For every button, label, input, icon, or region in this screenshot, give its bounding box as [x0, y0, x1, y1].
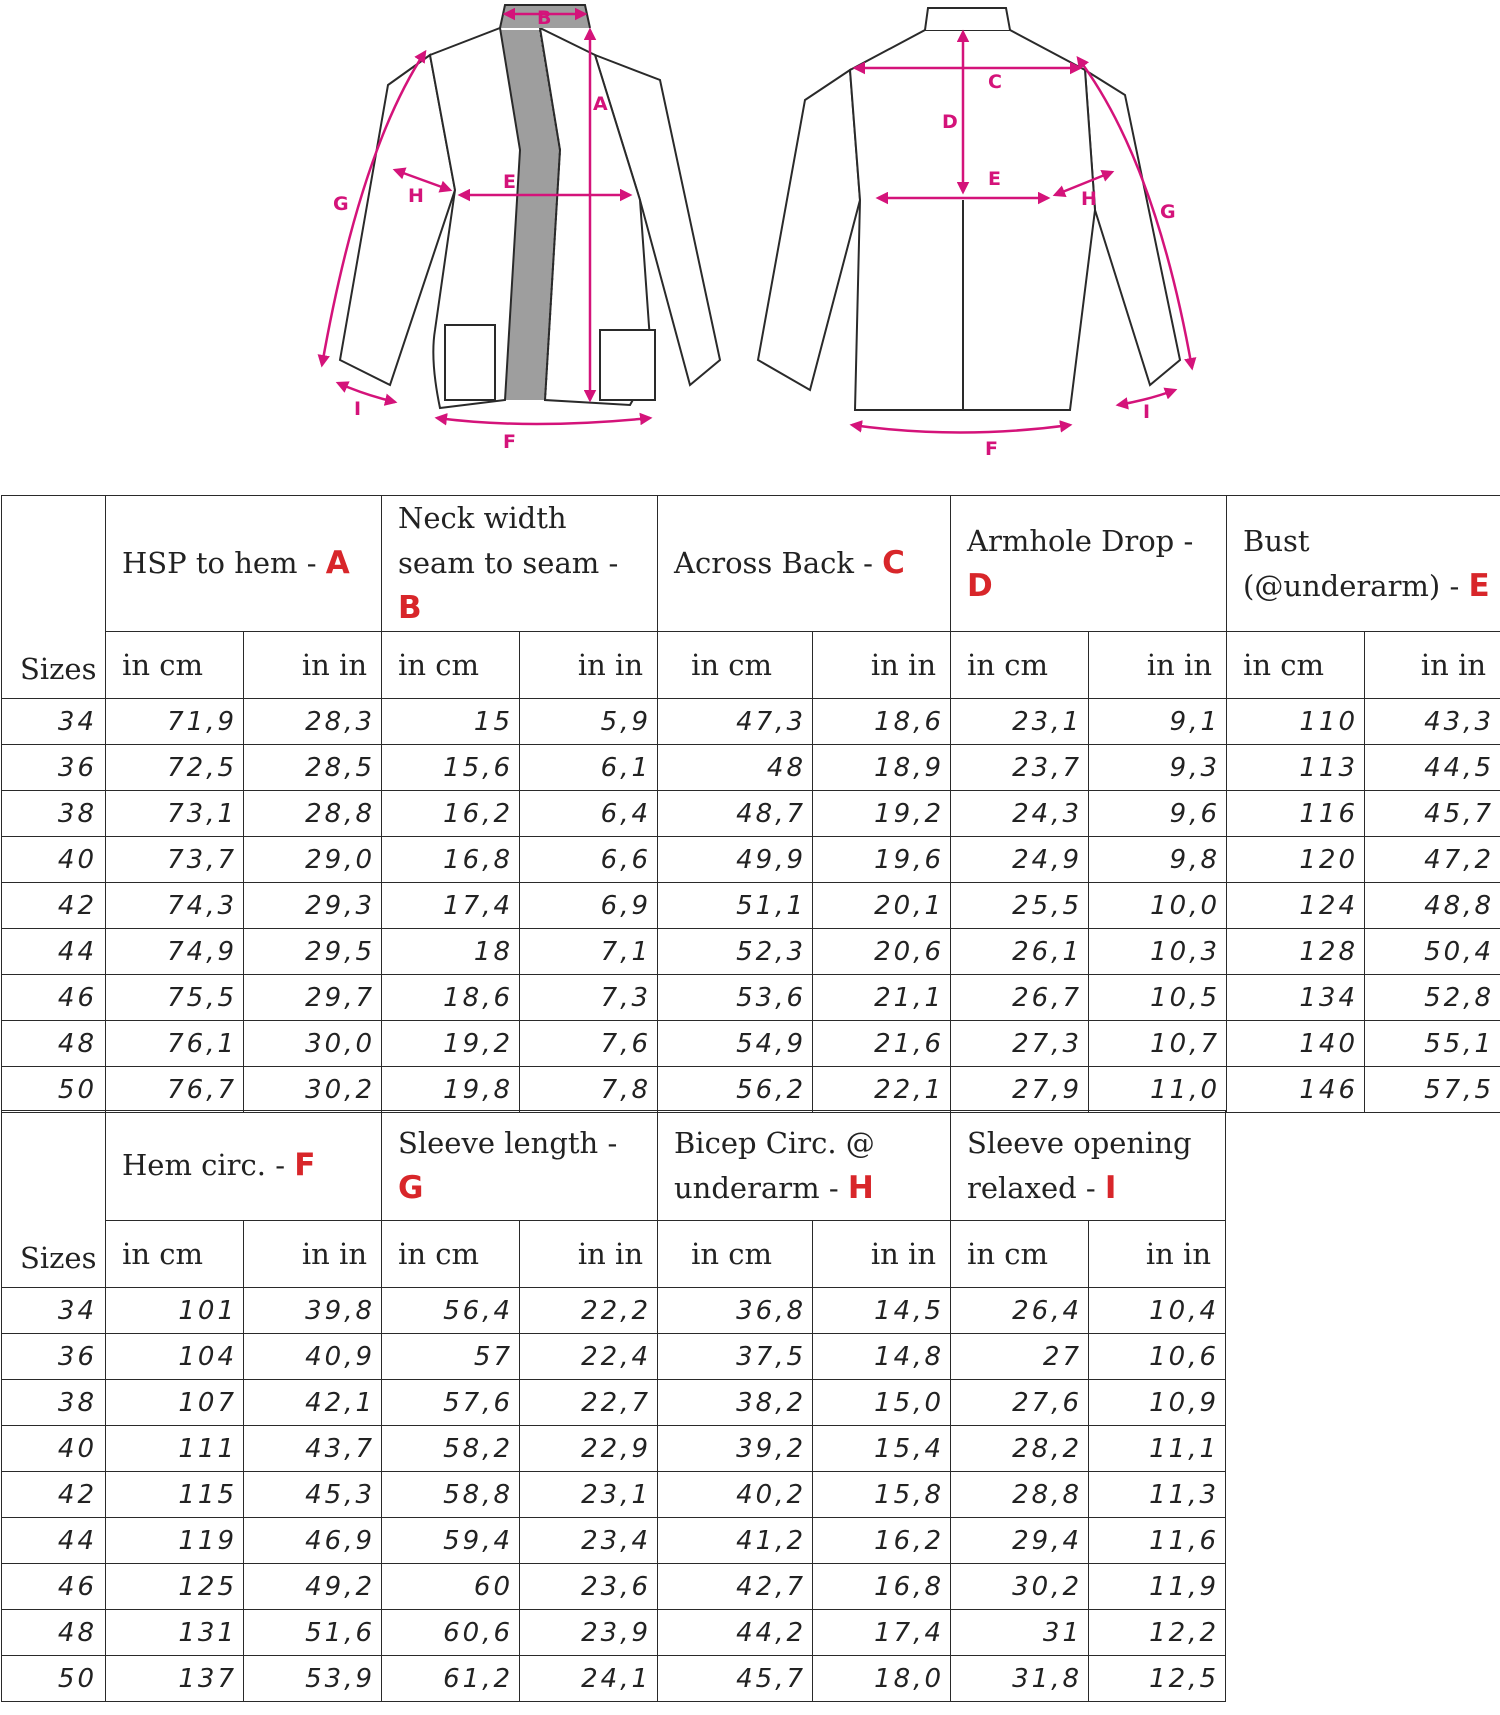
value-cell: 43,3	[1365, 699, 1500, 745]
value-cell: 44,5	[1365, 745, 1500, 791]
value-cell: 16,2	[813, 1518, 951, 1564]
front-jacket	[340, 5, 720, 408]
value-cell: 11,9	[1089, 1564, 1226, 1610]
table-1-body	[2, 699, 1500, 1113]
value-cell: 10,6	[1089, 1334, 1226, 1380]
value-cell: 52,3	[658, 929, 813, 975]
value-cell: 19,8	[382, 1067, 520, 1113]
value-cell: 22,4	[520, 1334, 658, 1380]
value-cell: 48,7	[658, 791, 813, 837]
value-cell: 48	[658, 745, 813, 791]
unit-in: in in	[1365, 632, 1500, 699]
front-label-H: H	[408, 185, 424, 207]
value-cell: 113	[1227, 745, 1365, 791]
value-cell: 28,2	[951, 1426, 1089, 1472]
value-cell: 26,4	[951, 1288, 1089, 1334]
value-cell: 7,8	[520, 1067, 658, 1113]
front-label-B: B	[537, 7, 552, 29]
value-cell: 131	[106, 1610, 244, 1656]
value-cell: 9,3	[1089, 745, 1227, 791]
value-cell: 48,8	[1365, 883, 1500, 929]
value-cell: 27	[951, 1334, 1089, 1380]
table-row	[2, 699, 1500, 745]
value-cell: 26,7	[951, 975, 1089, 1021]
value-cell: 12,5	[1089, 1656, 1226, 1702]
value-cell: 28,3	[244, 699, 382, 745]
size-cell: 42	[2, 883, 106, 929]
value-cell: 15,8	[813, 1472, 951, 1518]
value-cell: 16,2	[382, 791, 520, 837]
back-label-F: F	[985, 438, 998, 460]
unit-in: in in	[813, 1221, 951, 1288]
back-label-C: C	[988, 71, 1002, 93]
value-cell: 23,1	[520, 1472, 658, 1518]
value-cell: 74,9	[106, 929, 244, 975]
units-row	[2, 1221, 1226, 1288]
group-header-I: Sleeve opening relaxed - I	[951, 1111, 1226, 1221]
value-cell: 21,6	[813, 1021, 951, 1067]
unit-in: in in	[813, 632, 951, 699]
value-cell: 58,8	[382, 1472, 520, 1518]
value-cell: 56,2	[658, 1067, 813, 1113]
value-cell: 6,1	[520, 745, 658, 791]
unit-cm: in cm	[382, 632, 520, 699]
front-label-G: G	[333, 193, 349, 215]
value-cell: 10,5	[1089, 975, 1227, 1021]
value-cell: 19,2	[382, 1021, 520, 1067]
value-cell: 16,8	[382, 837, 520, 883]
value-cell: 58,2	[382, 1426, 520, 1472]
value-cell: 10,9	[1089, 1380, 1226, 1426]
sizes-header: Sizes	[2, 1111, 106, 1288]
value-cell: 115	[106, 1472, 244, 1518]
value-cell: 71,9	[106, 699, 244, 745]
value-cell: 107	[106, 1380, 244, 1426]
value-cell: 49,9	[658, 837, 813, 883]
value-cell: 43,7	[244, 1426, 382, 1472]
size-cell: 50	[2, 1067, 106, 1113]
size-table-1	[1, 495, 1500, 1113]
value-cell: 39,8	[244, 1288, 382, 1334]
value-cell: 56,4	[382, 1288, 520, 1334]
value-cell: 23,7	[951, 745, 1089, 791]
unit-cm: in cm	[106, 1221, 244, 1288]
value-cell: 111	[106, 1426, 244, 1472]
sizes-header: Sizes	[2, 496, 106, 699]
value-cell: 104	[106, 1334, 244, 1380]
value-cell: 134	[1227, 975, 1365, 1021]
value-cell: 30,2	[951, 1564, 1089, 1610]
value-cell: 37,5	[658, 1334, 813, 1380]
value-cell: 9,8	[1089, 837, 1227, 883]
value-cell: 57	[382, 1334, 520, 1380]
value-cell: 76,1	[106, 1021, 244, 1067]
value-cell: 24,3	[951, 791, 1089, 837]
value-cell: 30,2	[244, 1067, 382, 1113]
value-cell: 101	[106, 1288, 244, 1334]
value-cell: 146	[1227, 1067, 1365, 1113]
value-cell: 116	[1227, 791, 1365, 837]
value-cell: 10,7	[1089, 1021, 1227, 1067]
group-header-D: Armhole Drop - D	[951, 496, 1227, 632]
value-cell: 29,3	[244, 883, 382, 929]
value-cell: 14,8	[813, 1334, 951, 1380]
back-label-I: I	[1143, 401, 1151, 423]
unit-cm: in cm	[951, 632, 1089, 699]
value-cell: 57,5	[1365, 1067, 1500, 1113]
unit-in: in in	[1089, 1221, 1226, 1288]
value-cell: 40,2	[658, 1472, 813, 1518]
size-cell: 46	[2, 975, 106, 1021]
value-cell: 39,2	[658, 1426, 813, 1472]
group-header-G: Sleeve length - G	[382, 1111, 658, 1221]
size-cell: 38	[2, 1380, 106, 1426]
value-cell: 20,1	[813, 883, 951, 929]
front-label-F: F	[503, 431, 516, 453]
table-row	[2, 929, 1500, 975]
value-cell: 119	[106, 1518, 244, 1564]
value-cell: 24,9	[951, 837, 1089, 883]
value-cell: 22,2	[520, 1288, 658, 1334]
value-cell: 21,1	[813, 975, 951, 1021]
table-row	[2, 1067, 1500, 1113]
value-cell: 124	[1227, 883, 1365, 929]
value-cell: 18,6	[382, 975, 520, 1021]
unit-in: in in	[244, 1221, 382, 1288]
value-cell: 50,4	[1365, 929, 1500, 975]
value-cell: 22,7	[520, 1380, 658, 1426]
table-row	[2, 1021, 1500, 1067]
value-cell: 52,8	[1365, 975, 1500, 1021]
value-cell: 31,8	[951, 1656, 1089, 1702]
value-cell: 51,1	[658, 883, 813, 929]
front-label-I: I	[354, 398, 362, 420]
value-cell: 45,3	[244, 1472, 382, 1518]
size-cell: 44	[2, 929, 106, 975]
value-cell: 140	[1227, 1021, 1365, 1067]
value-cell: 29,4	[951, 1518, 1089, 1564]
group-header-F: Hem circ. - F	[106, 1111, 382, 1221]
value-cell: 55,1	[1365, 1021, 1500, 1067]
table-row	[2, 1288, 1226, 1334]
value-cell: 28,8	[244, 791, 382, 837]
unit-cm: in cm	[951, 1221, 1089, 1288]
value-cell: 42,7	[658, 1564, 813, 1610]
value-cell: 26,1	[951, 929, 1089, 975]
value-cell: 47,3	[658, 699, 813, 745]
value-cell: 18	[382, 929, 520, 975]
group-header-H: Bicep Circ. @ underarm - H	[658, 1111, 951, 1221]
value-cell: 75,5	[106, 975, 244, 1021]
value-cell: 29,7	[244, 975, 382, 1021]
table-row	[2, 1380, 1226, 1426]
table-row	[2, 1518, 1226, 1564]
value-cell: 10,4	[1089, 1288, 1226, 1334]
size-cell: 36	[2, 1334, 106, 1380]
value-cell: 19,6	[813, 837, 951, 883]
value-cell: 7,6	[520, 1021, 658, 1067]
value-cell: 57,6	[382, 1380, 520, 1426]
unit-in: in in	[520, 1221, 658, 1288]
value-cell: 74,3	[106, 883, 244, 929]
size-cell: 42	[2, 1472, 106, 1518]
size-cell: 44	[2, 1518, 106, 1564]
value-cell: 49,2	[244, 1564, 382, 1610]
size-cell: 48	[2, 1021, 106, 1067]
value-cell: 15	[382, 699, 520, 745]
value-cell: 25,5	[951, 883, 1089, 929]
value-cell: 41,2	[658, 1518, 813, 1564]
group-header-E: Bust (@underarm) - E	[1227, 496, 1500, 632]
value-cell: 59,4	[382, 1518, 520, 1564]
value-cell: 5,9	[520, 699, 658, 745]
value-cell: 23,4	[520, 1518, 658, 1564]
value-cell: 10,3	[1089, 929, 1227, 975]
value-cell: 72,5	[106, 745, 244, 791]
size-table-2	[1, 1110, 1226, 1702]
value-cell: 53,9	[244, 1656, 382, 1702]
size-cell: 38	[2, 791, 106, 837]
value-cell: 27,6	[951, 1380, 1089, 1426]
value-cell: 19,2	[813, 791, 951, 837]
table-row	[2, 1610, 1226, 1656]
value-cell: 60	[382, 1564, 520, 1610]
value-cell: 40,9	[244, 1334, 382, 1380]
value-cell: 17,4	[382, 883, 520, 929]
value-cell: 61,2	[382, 1656, 520, 1702]
back-label-G: G	[1160, 201, 1176, 223]
size-cell: 40	[2, 1426, 106, 1472]
unit-cm: in cm	[106, 632, 244, 699]
value-cell: 30,0	[244, 1021, 382, 1067]
table-row	[2, 1334, 1226, 1380]
back-label-E: E	[988, 168, 1001, 190]
value-cell: 11,0	[1089, 1067, 1227, 1113]
table-2-body	[2, 1288, 1226, 1702]
value-cell: 73,7	[106, 837, 244, 883]
jacket-diagram	[0, 0, 1500, 470]
unit-in: in in	[244, 632, 382, 699]
value-cell: 38,2	[658, 1380, 813, 1426]
value-cell: 15,4	[813, 1426, 951, 1472]
value-cell: 17,4	[813, 1610, 951, 1656]
value-cell: 18,0	[813, 1656, 951, 1702]
value-cell: 60,6	[382, 1610, 520, 1656]
value-cell: 42,1	[244, 1380, 382, 1426]
front-label-E: E	[503, 171, 516, 193]
value-cell: 23,9	[520, 1610, 658, 1656]
value-cell: 27,3	[951, 1021, 1089, 1067]
value-cell: 110	[1227, 699, 1365, 745]
size-cell: 50	[2, 1656, 106, 1702]
value-cell: 23,1	[951, 699, 1089, 745]
table-row	[2, 1426, 1226, 1472]
front-label-A: A	[593, 93, 608, 115]
value-cell: 9,1	[1089, 699, 1227, 745]
unit-cm: in cm	[658, 1221, 813, 1288]
value-cell: 53,6	[658, 975, 813, 1021]
value-cell: 18,9	[813, 745, 951, 791]
value-cell: 9,6	[1089, 791, 1227, 837]
value-cell: 31	[951, 1610, 1089, 1656]
table-row	[2, 975, 1500, 1021]
value-cell: 47,2	[1365, 837, 1500, 883]
group-header-C: Across Back - C	[658, 496, 951, 632]
value-cell: 6,4	[520, 791, 658, 837]
unit-cm: in cm	[1227, 632, 1365, 699]
table-row	[2, 837, 1500, 883]
value-cell: 12,2	[1089, 1610, 1226, 1656]
value-cell: 36,8	[658, 1288, 813, 1334]
value-cell: 7,3	[520, 975, 658, 1021]
size-cell: 34	[2, 699, 106, 745]
value-cell: 125	[106, 1564, 244, 1610]
value-cell: 15,6	[382, 745, 520, 791]
unit-cm: in cm	[382, 1221, 520, 1288]
table-row	[2, 1656, 1226, 1702]
value-cell: 23,6	[520, 1564, 658, 1610]
value-cell: 18,6	[813, 699, 951, 745]
value-cell: 45,7	[1365, 791, 1500, 837]
value-cell: 28,5	[244, 745, 382, 791]
value-cell: 45,7	[658, 1656, 813, 1702]
size-cell: 46	[2, 1564, 106, 1610]
value-cell: 29,5	[244, 929, 382, 975]
value-cell: 11,6	[1089, 1518, 1226, 1564]
unit-in: in in	[520, 632, 658, 699]
value-cell: 76,7	[106, 1067, 244, 1113]
value-cell: 6,6	[520, 837, 658, 883]
group-header-B: Neck width seam to seam - B	[382, 496, 658, 632]
value-cell: 137	[106, 1656, 244, 1702]
value-cell: 128	[1227, 929, 1365, 975]
unit-cm: in cm	[658, 632, 813, 699]
size-cell: 40	[2, 837, 106, 883]
value-cell: 120	[1227, 837, 1365, 883]
value-cell: 22,9	[520, 1426, 658, 1472]
value-cell: 11,3	[1089, 1472, 1226, 1518]
value-cell: 11,1	[1089, 1426, 1226, 1472]
table-row	[2, 791, 1500, 837]
size-cell: 36	[2, 745, 106, 791]
table-row	[2, 745, 1500, 791]
value-cell: 44,2	[658, 1610, 813, 1656]
value-cell: 28,8	[951, 1472, 1089, 1518]
table-row	[2, 1564, 1226, 1610]
value-cell: 14,5	[813, 1288, 951, 1334]
value-cell: 51,6	[244, 1610, 382, 1656]
back-label-H: H	[1081, 188, 1097, 210]
value-cell: 73,1	[106, 791, 244, 837]
back-label-D: D	[942, 111, 958, 133]
value-cell: 24,1	[520, 1656, 658, 1702]
units-row	[2, 632, 1500, 699]
table-row	[2, 883, 1500, 929]
value-cell: 16,8	[813, 1564, 951, 1610]
value-cell: 29,0	[244, 837, 382, 883]
value-cell: 27,9	[951, 1067, 1089, 1113]
size-cell: 34	[2, 1288, 106, 1334]
group-header-A: HSP to hem - A	[106, 496, 382, 632]
value-cell: 7,1	[520, 929, 658, 975]
value-cell: 15,0	[813, 1380, 951, 1426]
size-cell: 48	[2, 1610, 106, 1656]
value-cell: 22,1	[813, 1067, 951, 1113]
unit-in: in in	[1089, 632, 1227, 699]
value-cell: 20,6	[813, 929, 951, 975]
value-cell: 46,9	[244, 1518, 382, 1564]
value-cell: 54,9	[658, 1021, 813, 1067]
table-row	[2, 1472, 1226, 1518]
value-cell: 10,0	[1089, 883, 1227, 929]
value-cell: 6,9	[520, 883, 658, 929]
